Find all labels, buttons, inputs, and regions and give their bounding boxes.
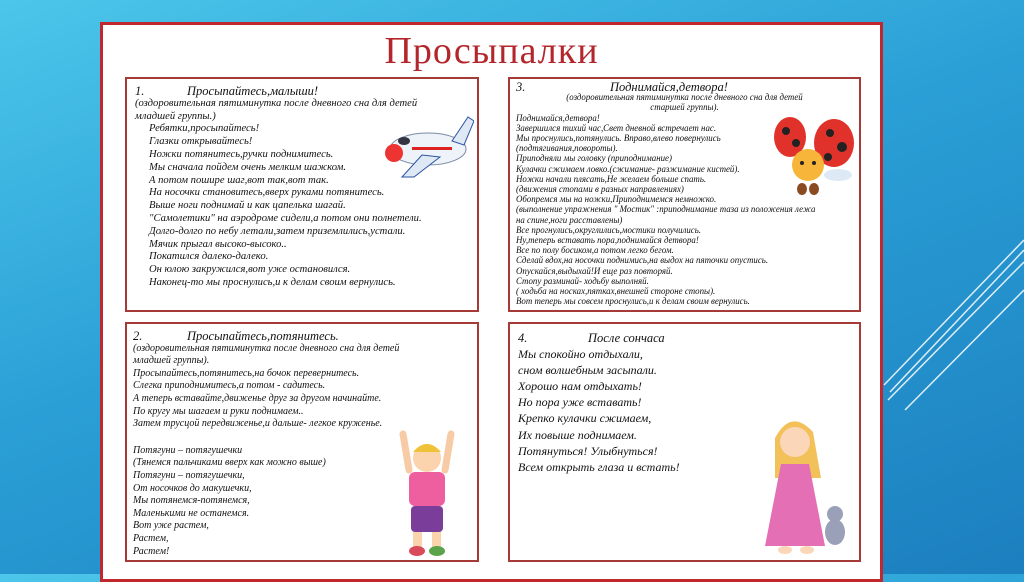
panel-subtitle: младшей группы).	[133, 355, 210, 367]
poem-line: Мы сначала пойдем очень мелким шажком.	[149, 161, 347, 173]
poem-line: (движения стопами в разных направлениях)	[516, 184, 684, 195]
poem-line: (подтягивания,повороты).	[516, 143, 618, 154]
panel-4	[508, 322, 861, 562]
poem	[133, 368, 471, 558]
panel-subtitle: старшей группы).	[650, 102, 719, 113]
poem-line: Просыпайтесь,потянитесь,на бочок перевернитесь.	[133, 367, 360, 379]
poem-line: Обопремся мы на ножки,Приподнимемся немножко.	[516, 194, 717, 205]
poem-line: Выше ноги поднимай и как цапелька шагай.	[149, 200, 346, 212]
panel-number: 1.	[135, 84, 145, 98]
poem-line: Мячик прыгал высоко-высоко..	[149, 238, 287, 250]
panel-3	[508, 77, 861, 312]
poem-line: Но пора уже вставать!	[518, 395, 642, 410]
poem-line: Потягуни – потягушечки,	[133, 469, 245, 481]
poem-line: сном волшебным засыпали.	[518, 363, 657, 378]
poem-line: Мы проснулись,потянулись. Вправо,влево повернулись	[516, 133, 721, 144]
poem-line: "Самолетики" на аэродроме сидели,а потом они полнетели.	[149, 212, 422, 224]
poem-line: (Тянемся пальчиками вверх как можно выше)	[133, 457, 326, 469]
poem-line: По кругу мы шагаем и руки поднимаем..	[133, 405, 304, 417]
poem-line: Растем!	[133, 545, 170, 557]
poem-line: Хорошо нам отдыхать!	[518, 379, 642, 394]
poem-line: Покатился далеко-далеко.	[149, 251, 269, 263]
poem-line: Долго-долго по небу летали,затем приземлились,устали.	[149, 225, 406, 237]
panel-number: 3.	[516, 80, 526, 94]
panel-number: 2.	[133, 329, 143, 343]
poem-line: Вот теперь мы совсем проснулись,и к делам своим вернулись.	[516, 296, 750, 307]
panel-subtitle: (оздоровительная пятиминутка после дневного сна для детей	[566, 92, 803, 103]
poem-line: Ну,теперь вставать пора,поднимайся детвора!	[516, 235, 699, 246]
poem-line: Растем,	[133, 532, 169, 544]
poem-line: Мы потянемся-потянемся,	[133, 495, 250, 507]
poem-line: На носочки становитесь,вверх руками потянитесь.	[149, 187, 385, 199]
poem	[516, 113, 853, 307]
panel-subtitle: младшей группы.)	[135, 110, 216, 122]
poem-line: Слегка приподнимитесь,а потом - садитесь.	[133, 380, 326, 392]
poem-line: Наконец-то мы проснулись,и к делам своим вернулись.	[149, 276, 396, 288]
poem-line: Глазки открывайтесь!	[149, 136, 253, 148]
panel-2	[125, 322, 479, 562]
poem-line: Потянуться! Улыбнуться!	[518, 443, 658, 458]
poem-line: Их повыше поднимаем.	[518, 427, 637, 442]
panel-number: 4.	[518, 331, 528, 345]
panel-subtitle: (оздоровительная пятиминутка после дневного сна для детей	[133, 342, 400, 354]
poem-line: Опускайся,выдыхай!И еще раз повторяй.	[516, 265, 673, 276]
poem-line: Потягуни – потягушечки	[133, 444, 243, 456]
poem-line: Кулачки сжимаем ловко.(сжимание- разжимание кистей).	[516, 163, 740, 174]
poem-spacer	[133, 431, 471, 445]
poem-line: ( ходьба на носках,пятках,внешней стороне стопы).	[516, 286, 716, 297]
slide-card	[100, 22, 883, 582]
poem	[518, 346, 851, 475]
poem-line: Завершился тихий час,Свет дневной встречает нас.	[516, 122, 717, 133]
poem-line: Крепко кулачки сжимаем,	[518, 411, 652, 426]
poem-line: Затем трусцой передвиженье,и дальше- легкое круженье.	[133, 418, 383, 430]
poem-line: Все прогнулись,округлились,мостики получились.	[516, 224, 702, 235]
poem	[135, 123, 469, 289]
poem-line: От носочков до макушечки,	[133, 482, 252, 494]
slide-title: Просыпалки	[384, 30, 599, 72]
poem-line: Вот уже растем,	[133, 520, 209, 532]
poem-line: Всем открыть глаза и встать!	[518, 459, 680, 474]
poem-line: Поднимайся,детвора!	[516, 112, 600, 123]
poem-line: А теперь вставайте,движенье друг за другом начинайте.	[133, 392, 382, 404]
poem-line: Приподняли мы головку (приподнимание)	[516, 153, 672, 164]
panel-heading: Просыпайтесь,потянитесь.	[187, 329, 339, 343]
poem-line: Все по полу босиком,а потом легко бегом.	[516, 245, 674, 256]
poem-line: А потом пошире шаг,вот так,вот так.	[149, 174, 329, 186]
poem-line: Он юлою закружился,вот уже остановился.	[149, 264, 351, 276]
panel-heading: Поднимайся,детвора!	[610, 80, 728, 94]
poem-line: (выполнение упражнения " Мостик" :приподнимание таза из положения лежа	[516, 204, 816, 215]
panel-heading: После сончаса	[588, 331, 665, 345]
poem-line: на спине,ноги расставлены)	[516, 214, 623, 225]
poem-line: Ребятки,просыпайтесь!	[149, 123, 260, 135]
poem-line: Ножки начали плясать,Не желаем больше спать.	[516, 173, 707, 184]
poem-line: Стопу разминай- ходьбу выполняй.	[516, 275, 649, 286]
panel-1	[125, 77, 479, 312]
poem-line: Маленькими не останемся.	[133, 507, 250, 519]
poem-line: Ножки потянитесь,ручки поднимитесь.	[149, 148, 334, 160]
poem-line: Сделай вдох,на носочки поднимись,на выдох на пяточки опустись.	[516, 255, 769, 266]
panel-subtitle: (оздоровительная пятиминутка после дневного сна для детей	[135, 97, 418, 109]
poem-line: Мы спокойно отдыхали,	[518, 347, 643, 362]
panel-heading: Просыпайтесь,малыши!	[187, 84, 319, 98]
